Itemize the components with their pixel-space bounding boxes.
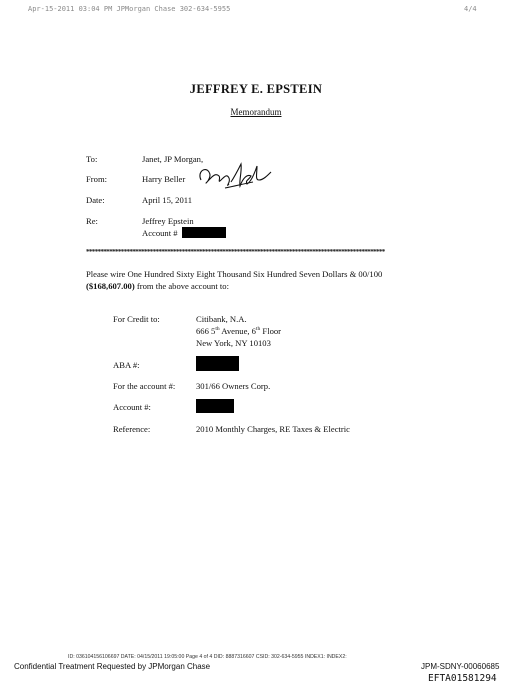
signature-scribble [195, 158, 275, 194]
fax-page-count: 4/4 [464, 5, 477, 13]
bank-address-number: 666 5 [196, 326, 216, 336]
efta-number: EFTA01581294 [428, 673, 497, 684]
bank-name: Citibank, N.A. [196, 314, 247, 324]
star-separator: ******************************************************************************************************* [86, 248, 385, 256]
fax-header-line: Apr-15-2011 03:04 PM JPMorgan Chase 302-634-5955 [28, 5, 231, 13]
account-number-label: Account # [142, 228, 178, 238]
redaction-beneficiary-account [196, 399, 234, 413]
wire-amount: ($168,607.00) [86, 281, 135, 291]
to-value: Janet, JP Morgan, [142, 154, 204, 164]
bank-city: New York, NY 10103 [196, 338, 271, 348]
credit-to-label: For Credit to: [113, 314, 160, 324]
bank-address-end: Floor [260, 326, 282, 336]
wire-instruction-rest: from the above account to: [134, 281, 229, 291]
bates-number: JPM-SDNY-00060685 [421, 662, 500, 671]
from-label: From: [86, 174, 108, 184]
wire-instruction-line1: Please wire One Hundred Sixty Eight Thousand Six Hundred Seven Dollars & 00/100 [86, 269, 383, 279]
bank-address-sup1: th [215, 326, 220, 333]
from-value: Harry Beller [142, 174, 186, 184]
re-value: Jeffrey Epstein [142, 216, 194, 226]
aba-label: ABA #: [113, 360, 140, 370]
redaction-aba [196, 356, 239, 371]
beneficiary-account-label: Account #: [113, 402, 151, 412]
wire-instruction-line2 [86, 281, 229, 291]
for-account-value: 301/66 Owners Corp. [196, 381, 271, 391]
bank-address [196, 326, 281, 336]
date-value: April 15, 2011 [142, 195, 193, 205]
memo-subtitle: Memorandum [230, 107, 282, 117]
confidential-notice: Confidential Treatment Requested by JPMorgan Chase [14, 662, 211, 671]
fax-id-line: ID: 036104156106697 DATE: 04/15/2011 19:05:00 Page 4 of 4 DID: 8887316607 CSID: 302-634-5955 INDEX1: INDEX2: [68, 654, 347, 660]
reference-value: 2010 Monthly Charges, RE Taxes & Electric [196, 424, 350, 434]
to-label: To: [86, 154, 98, 164]
memo-title: JEFFREY E. EPSTEIN [189, 82, 323, 96]
for-account-label: For the account #: [113, 381, 176, 391]
re-label: Re: [86, 216, 98, 226]
bank-address-sup2: th [255, 326, 261, 333]
date-label: Date: [86, 195, 105, 205]
bank-address-middle: Avenue, 6 [219, 326, 256, 336]
reference-label: Reference: [113, 424, 151, 434]
redaction-account-number [182, 227, 226, 238]
